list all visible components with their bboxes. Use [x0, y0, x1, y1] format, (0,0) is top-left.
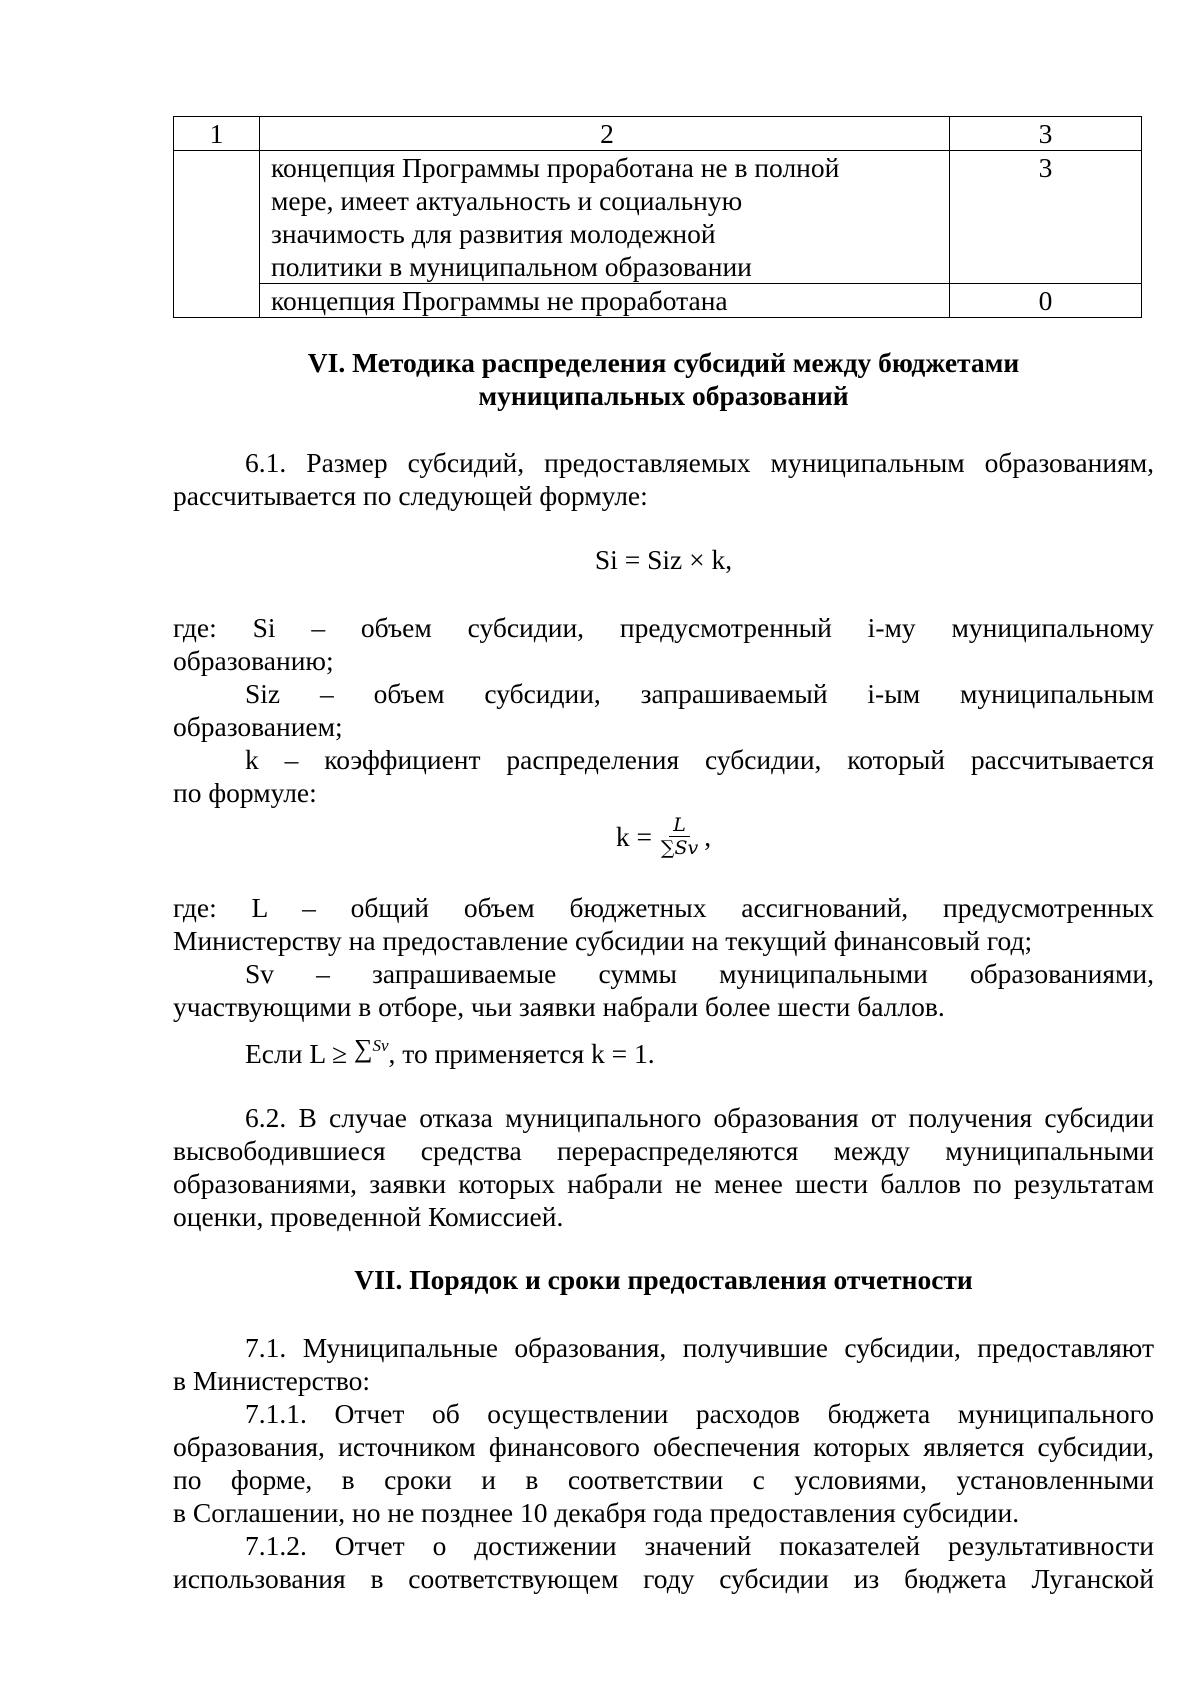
table-row: [174, 284, 1142, 318]
text-line: участвующими в отборе, чьи заявки набрали более шести баллов.: [173, 991, 945, 1022]
definition-l: [173, 891, 1154, 957]
header-cell-1: 1: [174, 117, 260, 151]
criterion-score: 0: [950, 284, 1142, 318]
paragraph-6-1: [173, 446, 1154, 512]
header-cell-3: 3: [950, 117, 1142, 151]
criterion-line: мере, имеет актуальность и социальную: [271, 185, 743, 216]
criteria-table: [173, 116, 1142, 318]
text-line: образованиями, заявки которых набрали не менее шести баллов по результатам: [173, 1168, 1154, 1199]
fraction-denominator: ∑Sv: [660, 836, 699, 859]
condition-suffix: , то применяется k = 1.: [388, 1038, 655, 1069]
text-line: где: L – общий объем бюджетных ассигнований, предусмотренных: [173, 892, 1154, 923]
criterion-line: концепция Программы не проработана: [271, 285, 728, 316]
text-line: рассчитывается по следующей формуле:: [173, 480, 648, 511]
header-cell-2: 2: [260, 117, 950, 151]
criterion-line: политики в муниципальном образовании: [271, 251, 752, 282]
formula-k: [173, 808, 1154, 864]
paragraph-6-2: [173, 1101, 1154, 1233]
definition-sv: [173, 957, 1154, 1023]
text-line: 7.1.1. Отчет об осуществлении расходов бюджета муниципального: [245, 1398, 1154, 1429]
condition-prefix: Если L ≥: [245, 1038, 354, 1069]
table-header-row: [174, 117, 1142, 151]
fraction-numerator: L: [669, 814, 690, 837]
condition-line: [173, 1029, 1154, 1070]
sigma-symbol: ∑: [353, 1034, 373, 1063]
criterion-text: [260, 151, 950, 284]
text-line: 7.1.2. Отчет о достижении значений показателей результативности: [245, 1530, 1154, 1561]
criterion-text: [260, 284, 950, 318]
text-line: k – коэффициент распределения субсидии, который рассчитывается: [245, 744, 1154, 775]
criterion-line: значимость для развития молодежной: [271, 218, 716, 249]
definition-si: [173, 611, 1154, 677]
formula-k-prefix: k =: [615, 820, 659, 852]
heading-line: муниципальных образований: [478, 380, 849, 411]
section-6-heading: [173, 346, 1154, 412]
criterion-line: концепция Программы проработана не в полной: [271, 152, 840, 183]
paragraph-7-1: [173, 1331, 1154, 1397]
heading-line: VI. Методика распределения субсидий между бюджетами: [307, 347, 1020, 378]
text-line: образованию;: [173, 645, 334, 676]
criterion-score: 3: [950, 151, 1142, 284]
text-line: оценки, проведенной Комиссией.: [173, 1201, 564, 1232]
table-row: [174, 151, 1142, 284]
definition-siz: [173, 677, 1154, 743]
text-line: Sv – запрашиваемые суммы муниципальными образованиями,: [245, 958, 1154, 989]
text-line: где: Si – объем субсидии, предусмотренный i-му муниципальному: [173, 612, 1154, 643]
formula-k-suffix: ,: [704, 820, 712, 852]
text-line: 6.1. Размер субсидий, предоставляемых муниципальным образованиям,: [245, 447, 1154, 478]
text-line: Siz – объем субсидии, запрашиваемый i-ым муниципальным: [245, 678, 1154, 709]
text-line: по форме, в сроки и в соответствии с условиями, установленными: [173, 1464, 1154, 1495]
text-line: использования в соответствующем году субсидии из бюджета Луганской: [173, 1563, 1154, 1594]
definition-k: [173, 743, 1154, 809]
paragraph-7-1-2: [173, 1529, 1154, 1595]
text-line: в Министерство:: [173, 1365, 371, 1396]
text-line: Министерству на предоставление субсидии на текущий финансовый год;: [173, 925, 1033, 956]
fraction: [659, 814, 700, 859]
text-line: 6.2. В случае отказа муниципального образования от получения субсидии: [245, 1102, 1154, 1133]
paragraph-7-1-1: [173, 1397, 1154, 1529]
sv-symbol: Sv: [372, 1036, 389, 1055]
table-cell-empty: [174, 151, 260, 318]
text-line: 7.1. Муниципальные образования, получившие субсидии, предоставляют: [245, 1332, 1154, 1363]
text-line: образованием;: [173, 711, 343, 742]
text-line: в Соглашении, но не позднее 10 декабря года предоставления субсидии.: [173, 1497, 1020, 1528]
text-line: образования, источником финансового обеспечения которых является субсидии,: [173, 1431, 1154, 1462]
formula-si: Si = Siz × k,: [594, 544, 733, 575]
text-line: высвободившиеся средства перераспределяются между муниципальными: [173, 1135, 1154, 1166]
section-7-heading: VII. Порядок и сроки предоставления отчетности: [354, 1264, 973, 1295]
text-line: по формуле:: [173, 777, 317, 808]
